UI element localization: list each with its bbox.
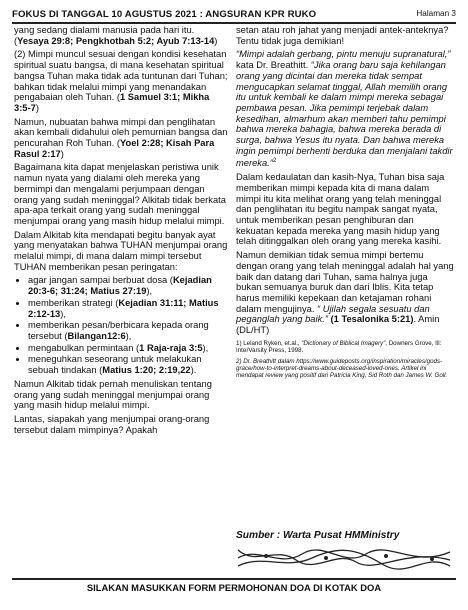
list-item: • meneguhkan seseorang untuk melakukan sebuah tindakan (Matius 1:20; 2:19,22). bbox=[28, 354, 228, 375]
footer-notice: SILAKAN MASUKKAN FORM PERMOHONAN DOA DI KOTAK DOA bbox=[86, 582, 382, 593]
paragraph: Lantas, siapakah yang menjumpai orang-orang tersebut dalam mimpinya? Apakah bbox=[14, 413, 210, 435]
right-column bbox=[236, 25, 454, 383]
header-rule bbox=[12, 22, 456, 24]
warning-list bbox=[14, 275, 228, 375]
header-title: FOKUS DI TANGGAL 10 AGUSTUS 2021 : ANGSURAN KPR RUKO bbox=[12, 9, 317, 20]
page-number: Halaman 3 bbox=[416, 9, 456, 18]
paragraph: Bagaimana kita dapat menjelaskan peristiwa unik namun nyata yang dialami oleh mereka yang bermimpi dan mengalami perjumpaan dengan orang yang sudah meninggal? Alkitab tidak berkata apa-apa terkait orang yang sudah meninggal menjumpai orang yang masih hidup melalui mimpi. bbox=[14, 162, 226, 226]
paragraph: setan atau roh jahat yang menjadi antek-anteknya? Tentu tidak juga demikian! bbox=[236, 25, 449, 46]
paragraph: Namun Alkitab tidak pernah menuliskan tentang orang yang sudah meninggal menjumpai orang yang masih hidup melalui mimpi. bbox=[14, 378, 212, 411]
paragraph: Namun demikian tidak semua mimpi bertemu dengan orang yang telah meninggal adalah hal yang baik dan datang dari Tuhan, sama halnya juga bukan semuanya buruk dan dari Iblis. Kita tetap harus memiliki kepekaan dan ketajaman rohani dalam mengujinya. “ Ujilah segala sesuatu dan peganglah yang baik.” (1 Tesalonika 5:21). Amin (DL/HT) bbox=[236, 250, 454, 336]
list-item: • memberikan pesan/berbicara kepada orang tersebut (Bilangan12:6), bbox=[28, 320, 228, 341]
reference-item: 2) Dr. Breathitt dalam https://www.guideposts.org/inspiration/miracles/gods-grace/how-to-interpret-dreams-about-deceased-loved-ones. Artikel ini mendapat review yang positif dari Patricia King, Sid Roth dan James W. Goll. bbox=[236, 357, 448, 380]
references bbox=[236, 340, 454, 380]
quote-paragraph: “Mimpi adalah gerbang, pintu menuju supranatural,” kata Dr. Breathitt. “Jika orang baru saja kehilangan orang yang dicintai dan mereka tidak sempat mengucapkan selamat tinggal, Allah memilih orang itu untuk kembali ke dalam mimpi mereka sebagai pembawa pesan. Jika pemimpi terjebak dalam kesedihan, almarhum akan memberi tahu pemimpi bahwa mereka bahagia, bahwa mereka berada di surga, bahwa Yesus itu nyata. Dan bahwa mereka ingin pemimpi berhenti berduka dan menjalani takdir mereka.”$^2$ bbox=[236, 49, 453, 169]
list-item: • memberikan strategi (Kejadian 31:11; Matius 2:12-13), bbox=[28, 298, 228, 319]
decorative-ornament bbox=[236, 546, 452, 570]
paragraph: (2) Mimpi muncul sesuai dengan kondisi kesehatan spiritual suatu bangsa, di mana kesehatan spiritual bangsa Tuhan maka tidak ada tuntunan dari Tuhan; bahkan tidak melalui mimpi yang menandakan pengabaian oleh Tuhan. (1 Samuel 3:1; Mikha 3:5-7) bbox=[14, 49, 228, 113]
paragraph: Namun, nubuatan bahwa mimpi dan penglihatan akan kembali didahului oleh pemurnian bangsa dan pencurahan Roh Tuhan. (Yoel 2:28; Kisah Para Rasul 2:17) bbox=[14, 116, 228, 159]
paragraph: yang sedang dialami manusia pada hari itu. (Yesaya 29:8; Pengkhotbah 5:2; Ayub 7:13-14) bbox=[14, 25, 218, 46]
paragraph: Dalam Alkitab kita mendapati begitu banyak ayat yang menyatakan bahwa TUHAN menjumpai orang melalui mimpi, di mana dalam mimpi tersebut TUHAN memberikan pesan peringatan: bbox=[14, 229, 228, 272]
reference-item: 1) Leland Ryken, et.al., “Dictionary of Biblical Imagery”, Downers Grove, Ill: InterVarsity Press, 1998. bbox=[236, 339, 442, 355]
source-credit: Sumber : Warta Pusat HMMinistry bbox=[236, 530, 400, 541]
list-item: • mengabulkan permintaan (1 Raja-raja 3:5), bbox=[28, 343, 228, 354]
paragraph: Dalam kedaulatan dan kasih-Nya, Tuhan bisa saja memberikan mimpi kepada kita di mana dalam mimpi itu kita melihat orang yang telah meninggal dan penglihatan itu begitu nampak sangat nyata, untuk memberikan pesan penghiburan dan kekuatan kepada mereka yang masih hidup yang telah ditinggalkan oleh orang yang mereka kasihi. bbox=[236, 172, 445, 247]
left-column bbox=[14, 25, 228, 438]
list-item: • agar jangan sampai berbuat dosa (Kejadian 20:3-6; 31:24; Matius 27:19), bbox=[28, 275, 228, 296]
footer-rule bbox=[12, 578, 456, 580]
